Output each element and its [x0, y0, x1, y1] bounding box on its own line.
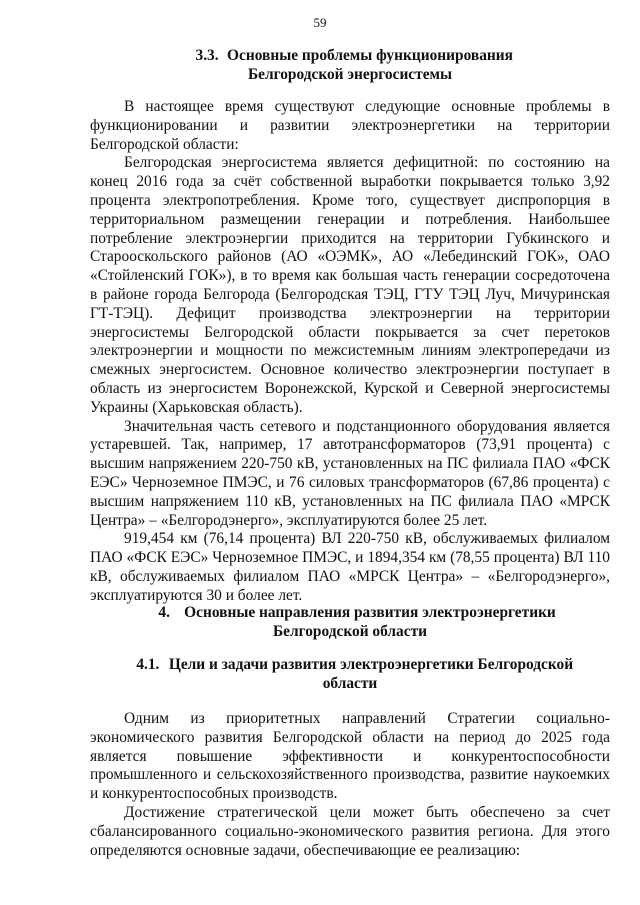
- section-title-line-2: области: [322, 674, 378, 692]
- section-heading-line-1: [90, 47, 610, 66]
- section-number: 4.1.: [136, 656, 160, 673]
- section-heading-line-1: [90, 604, 610, 623]
- page-number: 59: [313, 15, 327, 30]
- section-heading-3-3: [90, 47, 610, 85]
- section-4-1-body: [90, 710, 610, 860]
- section-title-line-2: Белгородской энергосистемы: [247, 65, 453, 83]
- section-heading-4: [90, 604, 610, 642]
- section-number: 3.3.: [195, 47, 219, 64]
- paragraph: Значительная часть сетевого и подстанционного оборудования является устаревшей. Так, например, 17 автотрансформаторов (73,91 процента) с высшим напряжением 220-750 кВ, установленных на ПС филиала ПАО «ФСК ЕЭС» Черноземное ПМЭС, и 76 силовых трансформаторов (67,86 процента) с высшим напряжением 110 кВ, установленных на ПС филиала ПАО «МРСК Центра» – «Белгородэнерго», эксплуатируются более 25 лет.: [90, 417, 610, 529]
- section-title: Основные направления развития электроэнергетики: [184, 604, 556, 621]
- paragraph: Достижение стратегической цели может быть обеспечено за счет сбалансированного социально-экономического развития региона. Для этого определяются основные задачи, обеспечивающие ее реализацию:: [90, 803, 610, 859]
- paragraph: Белгородская энергосистема является дефицитной: по состоянию на конец 2016 года за счёт собственной выработки покрывается только 3,92 процента электропотребления. Кроме того, существует диспропорция в территориальном размещении генерации и потребления. Наибольшее потребление электроэнергии приходится на территории Губкинского и Старооскольского районов (АО «ОЭМК», АО «Лебединский ГОК», ОАО «Стойленский ГОК»), в то время как большая часть генерации сосредоточена в районе города Белгорода (Белгородская ТЭЦ, ГТУ ТЭЦ Луч, Мичуринская ГТ-ТЭЦ). Дефицит производства электроэнергии на территории энергосистемы Белгородской области покрывается за счет перетоков электроэнергии и мощности по межсистемным линиям электропередачи из смежных энергосистем. Основное количество электроэнергии поступает в область из энергосистем Воронежской, Курской и Северной энергосистемы Украины (Харьковская область).: [90, 154, 610, 416]
- section-title: Цели и задачи развития электроэнергетики Белгородской: [168, 656, 574, 673]
- section-3-3-body: [90, 98, 610, 606]
- section-heading-line-1: [90, 656, 610, 675]
- section-title: Основные проблемы функционирования: [227, 47, 513, 64]
- section-title-line-2: Белгородской области: [272, 622, 428, 640]
- section-number: 4.: [158, 604, 170, 621]
- paragraph: Одним из приоритетных направлений Стратегии социально-экономического развития Белгородской области на период до 2025 года является повышение эффективности и конкурентоспособности промышленного и сельскохозяйственного производства, развитие наукоемких и конкурентоспособных производств.: [90, 710, 610, 803]
- paragraph: 919,454 км (76,14 процента) ВЛ 220-750 кВ, обслуживаемых филиалом ПАО «ФСК ЕЭС» Черноземное ПМЭС, и 1894,354 км (78,55 процента) ВЛ 110 кВ, обслуживаемых филиалом ПАО «МРСК Центра» – «Белгородэнерго», эксплуатируются 30 и более лет.: [90, 530, 610, 604]
- paragraph: В настоящее время существуют следующие основные проблемы в функционировании и развитии электроэнергетики на территории Белгородской области:: [90, 98, 610, 153]
- section-heading-4-1: [90, 656, 610, 694]
